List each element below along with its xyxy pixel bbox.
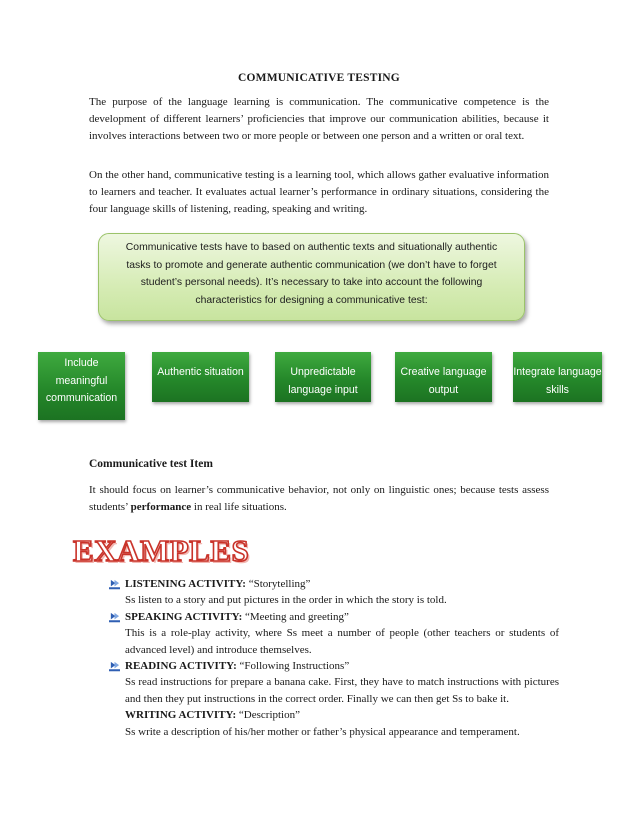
example-description: Ss read instructions for prepare a banana cake. First, they have to match instructions with pictures and then they put instructions in the correct order. Finally we can then get Ss to bake it. [125, 676, 559, 705]
definition-paragraph: On the other hand, communicative testing is a learning tool, which allows gather evaluative information to learners and teacher. It evaluates actual learner’s performance in ordinary situations, considering the four language skills of listening, reading, speaking and writing. [89, 169, 549, 215]
examples-list [109, 576, 559, 740]
example-description: This is a role-play activity, where Ss meet a number of people (other teachers or students of advanced level) and introduce themselves. [125, 627, 559, 656]
arrow-bullet-icon [109, 579, 120, 590]
characteristic-box: Authentic situation [152, 352, 249, 402]
test-item-text-after: in real life situations. [191, 500, 287, 513]
test-item-text-bold: performance [130, 500, 192, 513]
example-label: WRITING ACTIVITY: [125, 709, 237, 722]
callout-box [98, 233, 525, 321]
example-description: Ss listen to a story and put pictures in the order in which the story is told. [125, 594, 447, 607]
example-label: LISTENING ACTIVITY: [125, 578, 246, 590]
example-item-writing [109, 707, 559, 740]
characteristic-box: Include meaningful communication [38, 352, 125, 420]
characteristic-box: Unpredictable language input [275, 352, 371, 402]
example-label: SPEAKING ACTIVITY: [125, 610, 243, 623]
arrow-bullet-icon [109, 661, 120, 672]
example-item-speaking [109, 609, 559, 658]
example-item-reading [109, 658, 559, 707]
characteristics-row [38, 352, 602, 422]
example-name: “Description” [236, 709, 300, 722]
callout-text: Communicative tests have to based on authentic texts and situationally authentic tasks to promote and generate authentic communication (we don’t have to forget student’s personal needs). It’s necessary to take into account the following characteristics for designing a communicative test: [125, 242, 498, 306]
example-label: READING ACTIVITY: [125, 660, 237, 673]
examples-title: EXAMPLES [73, 533, 250, 568]
characteristic-box: Creative language output [395, 352, 492, 402]
example-item-listening [109, 576, 559, 609]
test-item-paragraph [89, 482, 549, 516]
example-name: “Storytelling” [245, 578, 311, 590]
test-item-heading: Communicative test Item [89, 458, 213, 470]
example-name: “Following Instructions” [236, 660, 350, 673]
intro-paragraph: The purpose of the language learning is communication. The communicative competence is the development of different learners’ proficiencies that improve our communication abilities, because it involves interactions between two or more people or between one person and a written or oral text. [89, 96, 549, 142]
characteristic-box: Integrate language skills [513, 352, 602, 402]
example-description: Ss write a description of his/her mother or father’s physical appearance and temperament. [125, 725, 520, 738]
example-name: “Meeting and greeting” [242, 610, 349, 623]
page-title: COMMUNICATIVE TESTING [238, 72, 400, 84]
arrow-bullet-icon [109, 612, 120, 623]
test-item-text-before: It should focus on learner’s communicative behavior, not only on linguistic ones; because tests assess students’ [89, 484, 549, 513]
